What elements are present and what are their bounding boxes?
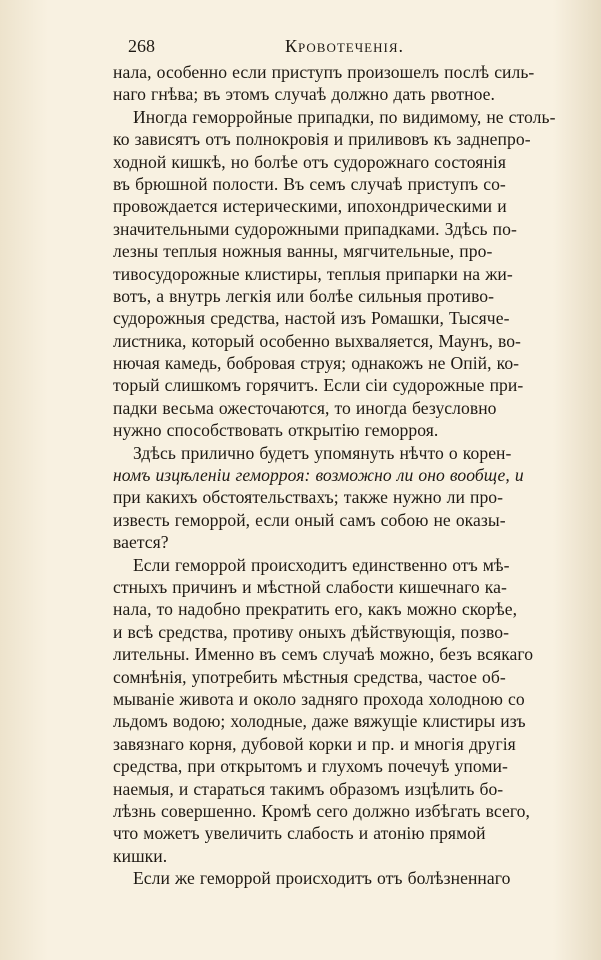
running-head: Кровотеченія. — [285, 36, 405, 56]
text-line: наго гнѣва; въ этомъ случаѣ должно дать рвотное. — [113, 84, 495, 105]
text-line: нала, особенно если приступъ произошелъ послѣ силь- — [113, 62, 535, 82]
text-line: кишки. — [113, 845, 168, 866]
text-line: ходной кишкѣ, но болѣе отъ судорожнаго состоянія — [113, 151, 507, 172]
text-line: нючая камедь, бобровая струя; однакожъ не Опій, ко- — [113, 353, 520, 374]
text-line: стныхъ причинъ и мѣстной слабости кишечнаго ка- — [113, 576, 507, 597]
italic-text-line: номъ изцѣленіи геморроя: возможно ли оно вообще, и — [113, 465, 524, 486]
text-line: наемыя, и стараться такимъ образомъ изцѣлить бо- — [113, 778, 504, 799]
text-line: лительны. Именно въ семъ случаѣ можно, безъ всякаго — [113, 644, 534, 665]
page-number: 268 — [128, 36, 155, 56]
text-line: листника, который особенно выхваляется, Маунъ, во- — [113, 330, 521, 351]
text-line: при какихъ обстоятельствахъ; также нужно ли про- — [113, 487, 504, 508]
text-line: завязнаго корня, дубовой корки и пр. и многія другія — [113, 733, 516, 754]
page-header — [128, 34, 446, 58]
text-line: судорожныя средства, настой изъ Ромашки, Тысяче- — [113, 308, 510, 329]
text-line: нала, то надобно прекратить его, какъ можно скорѣе, — [113, 599, 518, 620]
text-line: лезны теплыя ножныя ванны, мягчительные, про- — [113, 241, 493, 262]
text-line: торый слишкомъ горячитъ. Если сіи судорожные при- — [113, 375, 524, 396]
text-line: что можетъ увеличить слабость и атонію прямой — [113, 823, 486, 844]
body-text — [113, 61, 579, 889]
paragraph-start-line: Если геморрой происходитъ единственно отъ мѣ- — [133, 554, 510, 575]
text-line: сомнѣнія, употребить мѣстныя средства, частое об- — [113, 666, 506, 687]
paragraph-start-line: Иногда геморройные припадки, по видимому, не столь- — [133, 106, 556, 127]
text-line: льдомъ водою; холодные, даже вяжущіе клистиры изъ — [113, 711, 526, 732]
text-line: тивосудорожные клистиры, теплыя припарки на жи- — [113, 263, 513, 284]
text-line: падки весьма ожесточаются, то иногда безусловно — [113, 397, 497, 418]
text-line: и всѣ средства, противу оныхъ дѣйствующія, позво- — [113, 621, 509, 642]
text-line: ко зависятъ отъ полнокровія и приливовъ къ заднепро- — [113, 129, 531, 150]
text-line: известь геморрой, если оный самъ собою не оказы- — [113, 509, 506, 530]
text-line: мываніе живота и около задняго прохода холодною со — [113, 688, 525, 709]
text-line: значительными судорожными припадками. Здѣсь по- — [113, 218, 517, 239]
text-line: средства, при открытомъ и глухомъ почечуѣ упоми- — [113, 756, 508, 777]
paragraph-start-line: Здѣсь прилично будетъ упомянуть нѣчто о корен- — [133, 442, 512, 463]
text-line: въ брюшной полости. Въ семъ случаѣ приступъ со- — [113, 173, 506, 194]
text-line: провождается истерическими, ипохондрическими и — [113, 196, 507, 217]
text-line: лѣзнь совершенно. Кромѣ сего должно избѣгать всего, — [113, 800, 530, 821]
text-line: вается? — [113, 532, 169, 553]
text-line: вотъ, а внутрь легкія или болѣе сильныя противо- — [113, 285, 495, 306]
paragraph-start-line: Если же геморрой происходитъ отъ болѣзненнаго — [133, 868, 511, 889]
text-line: нужно способствовать открытію геморроя. — [113, 420, 439, 441]
